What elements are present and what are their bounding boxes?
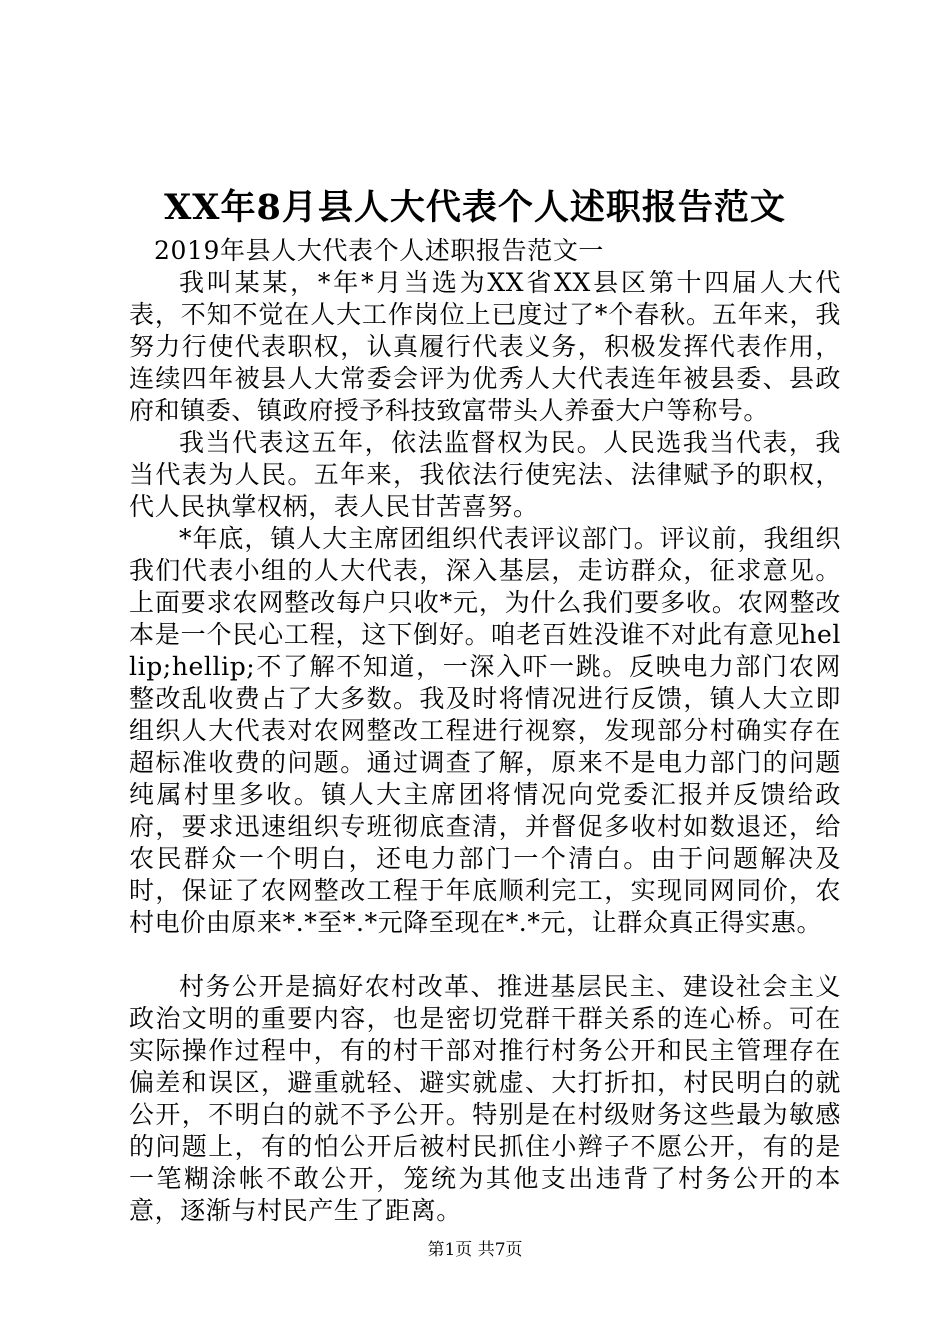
page-footer: 第1页 共7页 <box>427 1240 523 1260</box>
document-subtitle: 2019年县人大代表个人述职报告范文一 <box>154 236 605 265</box>
paragraph-3: *年底，镇人大主席团组织代表评议部门。评议前，我组织我们代表小组的人大代表，深入基层，走访群众，征求意见。上面要求农网整改每户只收*元，为什么我们要多收。农网整改本是一个民心工程，这下倒好。咱老百姓没谁不对此有意见hellip;hellip;不了解不知道，一深入吓一跳。反映电力部门农网整改乱收费占了大多数。我及时将情况进行反馈，镇人大立即组织人大代表对农网整改工程进行视察，发现部分村确实存在超标准收费的问题。通过调查了解，原来不是电力部门的问题纯属村里多收。镇人大主席团将情况向党委汇报并反馈给政府，要求迅速组织专班彻底查清，并督促多收村如数退还，给农民群众一个明白，还电力部门一个清白。由于问题解决及时，保证了农网整改工程于年底顺利完工，实现同网同价，农村电价由原来*.*至*.*元降至现在*.*元，让群众真正得实惠。 <box>129 524 841 937</box>
document-title: XX年8月县人大代表个人述职报告范文 <box>164 187 786 228</box>
document-body <box>129 235 841 1227</box>
paragraph-2: 我当代表这五年，依法监督权为民。人民选我当代表，我当代表为人民。五年来，我依法行使宪法、法律赋予的职权，代人民执掌权柄，表人民甘苦喜努。 <box>129 428 841 521</box>
paragraph-1: 我叫某某，*年*月当选为XX省XX县区第十四届人大代表，不知不觉在人大工作岗位上已度过了*个春秋。五年来，我努力行使代表职权，认真履行代表义务，积极发挥代表作用，连续四年被县人大常委会评为优秀人大代表连年被县委、县政府和镇委、镇政府授予科技致富带头人养蚕大户等称号。 <box>129 268 841 425</box>
paragraph-4: 村务公开是搞好农村改革、推进基层民主、建设社会主义政治文明的重要内容，也是密切党群干群关系的连心桥。可在实际操作过程中，有的村干部对推行村务公开和民主管理存在偏差和误区，避重就轻、避实就虚、大打折扣，村民明白的就公开，不明白的就不予公开。特别是在村级财务这些最为敏感的问题上，有的怕公开后被村民抓住小辫子不愿公开，有的是一笔糊涂帐不敢公开，笼统为其他支出违背了村务公开的本意，逐渐与村民产生了距离。 <box>129 972 841 1225</box>
paragraph-gap <box>129 939 841 971</box>
